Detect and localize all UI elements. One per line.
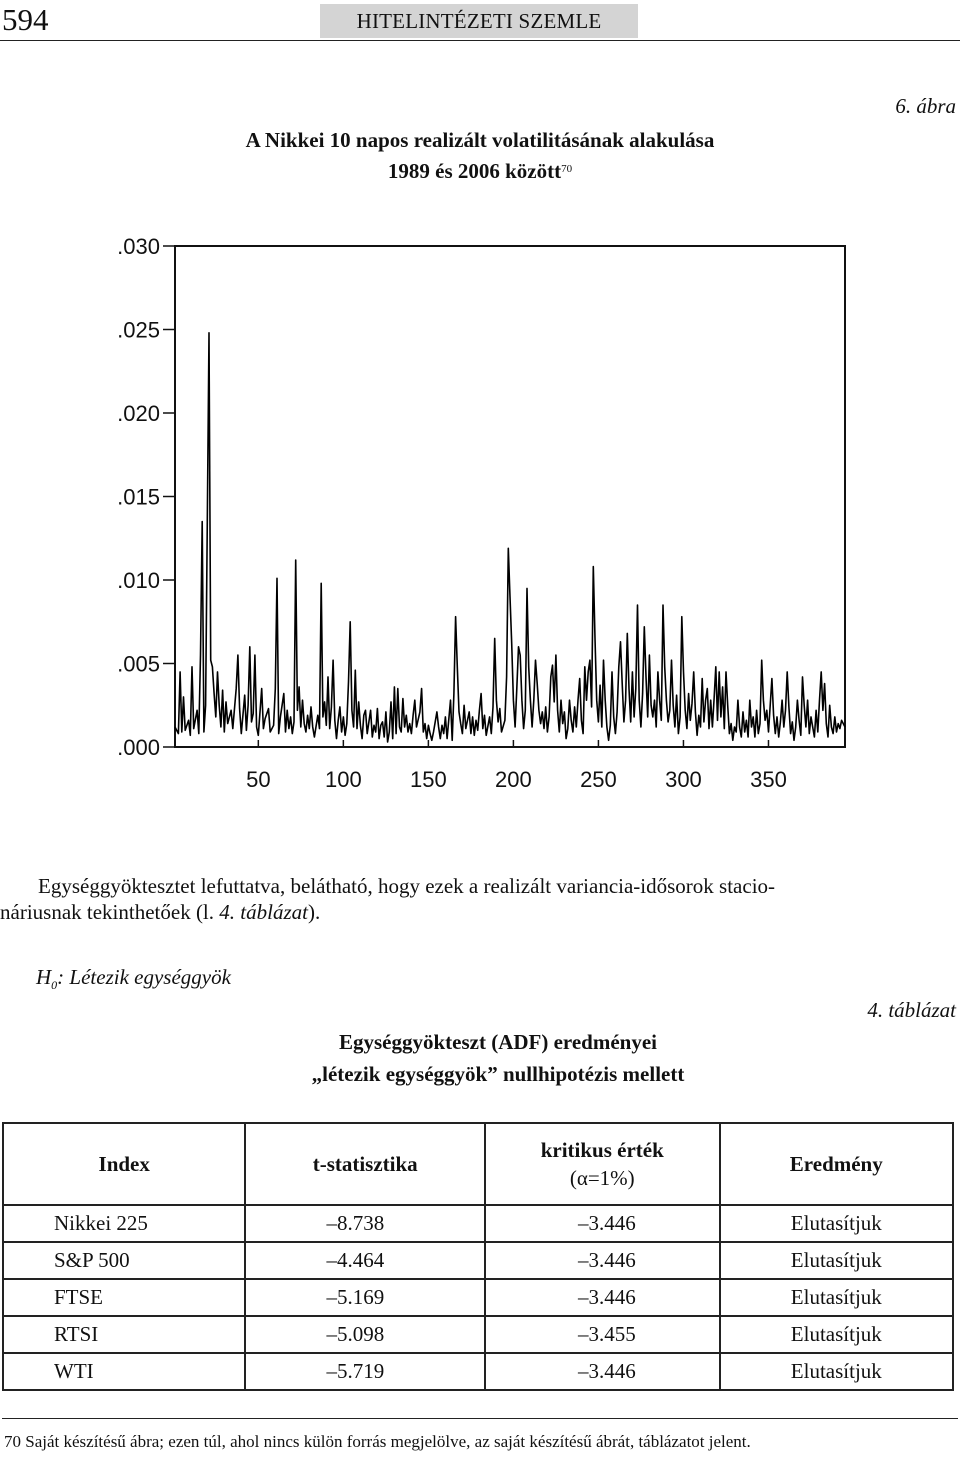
cell-index: S&P 500 — [3, 1242, 245, 1279]
y-tick-label: .015 — [117, 484, 160, 510]
header-critical-alpha: (α=1%) — [569, 1166, 635, 1190]
header-critical-value — [485, 1123, 720, 1205]
figure-title — [0, 126, 960, 186]
header-index: Index — [3, 1123, 245, 1205]
x-tick-label: 100 — [324, 767, 362, 792]
cell-result: Elutasítjuk — [720, 1279, 953, 1316]
header-result: Eredmény — [720, 1123, 953, 1205]
cell-result: Elutasítjuk — [720, 1316, 953, 1353]
footnote-number: 70 — [4, 1432, 21, 1451]
y-tick-label: .020 — [117, 401, 160, 426]
table-row — [3, 1279, 953, 1316]
paragraph-text-end: ). — [307, 900, 321, 924]
figure-title-line2 — [0, 155, 960, 186]
page-number: 594 — [2, 2, 49, 37]
x-tick-label: 150 — [410, 767, 447, 792]
footnote-text: Saját készítésű ábra; ezen túl, ahol nincs külön forrás megjelölve, az saját készítésű ábrát, táblázatot jelent. — [21, 1432, 751, 1451]
cell-result: Elutasítjuk — [720, 1242, 953, 1279]
table-body — [3, 1205, 953, 1390]
hypothesis-subscript: 0 — [51, 978, 58, 993]
header-rule — [0, 40, 960, 41]
hypothesis-symbol: H — [36, 965, 52, 989]
y-tick-label: .005 — [117, 651, 160, 677]
cell-index: RTSI — [3, 1316, 245, 1353]
cell-t-stat: –8.738 — [245, 1205, 485, 1242]
x-tick-label: 50 — [246, 767, 271, 792]
cell-result: Elutasítjuk — [720, 1205, 953, 1242]
paragraph-text: náriusnak tekinthetőek (l. — [0, 900, 220, 924]
x-tick-label: 300 — [665, 767, 702, 792]
figure-label: 6. ábra — [895, 94, 956, 118]
hypothesis-text: : Létezik egységgyök — [57, 965, 231, 989]
table-header-row — [3, 1123, 953, 1205]
y-tick-label: .030 — [117, 234, 160, 259]
table-row — [3, 1242, 953, 1279]
null-hypothesis — [36, 965, 231, 993]
table-label: 4. táblázat — [867, 998, 956, 1022]
footnote-rule — [2, 1418, 958, 1419]
cell-t-stat: –5.169 — [245, 1279, 485, 1316]
x-tick-label: 250 — [580, 767, 617, 792]
y-tick-label: .000 — [117, 735, 160, 760]
cell-critical: –3.446 — [485, 1205, 720, 1242]
cell-critical: –3.446 — [485, 1353, 720, 1390]
figure-footnote-ref: 70 — [561, 163, 573, 175]
header-t-stat: t-statisztika — [245, 1123, 485, 1205]
x-tick-label: 350 — [750, 767, 787, 792]
table-title-line1: Egységgyökteszt (ADF) eredményei — [338, 1030, 658, 1054]
body-paragraph — [0, 873, 958, 925]
table-title-line2: „létezik egységgyök” nullhipotézis mellett — [311, 1062, 685, 1086]
cell-index: Nikkei 225 — [3, 1205, 245, 1242]
footnote — [4, 1432, 751, 1452]
x-tick-label: 200 — [495, 767, 532, 792]
cell-t-stat: –5.098 — [245, 1316, 485, 1353]
table-title — [0, 1026, 960, 1090]
cell-index: WTI — [3, 1353, 245, 1390]
table-reference: 4. táblázat — [219, 900, 308, 924]
y-tick-label: .010 — [117, 568, 160, 593]
figure-title-years: 1989 és 2006 között — [387, 159, 562, 183]
y-tick-label: .025 — [117, 317, 160, 343]
table-row — [3, 1205, 953, 1242]
adf-results-table — [2, 1122, 954, 1391]
cell-t-stat: –5.719 — [245, 1353, 485, 1390]
table-row — [3, 1353, 953, 1390]
cell-t-stat: –4.464 — [245, 1242, 485, 1279]
paragraph-line2 — [0, 899, 958, 925]
cell-index: FTSE — [3, 1279, 245, 1316]
volatility-chart — [0, 225, 960, 800]
cell-result: Elutasítjuk — [720, 1353, 953, 1390]
cell-critical: –3.446 — [485, 1279, 720, 1316]
series-line — [175, 333, 845, 742]
header-critical-line1: kritikus érték — [540, 1138, 664, 1162]
cell-critical: –3.455 — [485, 1316, 720, 1353]
cell-critical: –3.446 — [485, 1242, 720, 1279]
table-row — [3, 1316, 953, 1353]
figure-title-line1: A Nikkei 10 napos realizált volatilitásának alakulása — [245, 128, 715, 152]
paragraph-line1: Egységgyöktesztet lefuttatva, belátható, hogy ezek a realizált variancia-idősorok stacio- — [38, 874, 776, 898]
journal-title-banner: HITELINTÉZETI SZEMLE — [320, 4, 638, 38]
